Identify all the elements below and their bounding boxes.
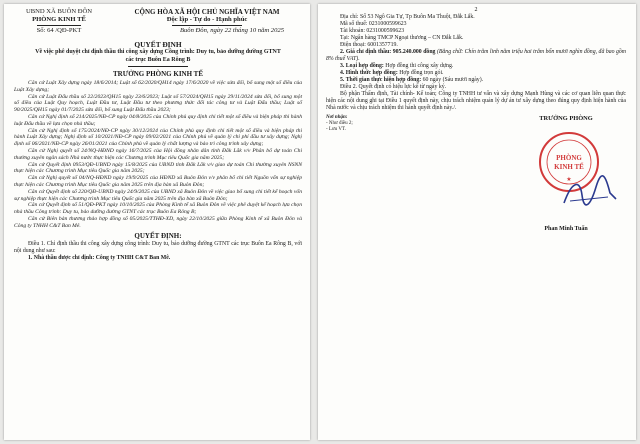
bank-label: Tại: — [340, 35, 350, 41]
preamble — [14, 80, 302, 230]
svg-text:PHÒNG: PHÒNG — [556, 154, 582, 162]
price-label: 2. Giá chỉ định thầu: — [340, 49, 392, 55]
document-title: QUYẾT ĐỊNH — [134, 40, 182, 49]
subject-rule — [128, 66, 188, 67]
contract-form-line — [326, 70, 626, 77]
document-subject: Về việc phê duyệt chỉ định thầu thi công xây dựng Công trình: Duy tu, bảo dưỡng đường GTNT các trục Buôn Ea Rông B — [35, 49, 281, 63]
preamble-paragraph: Căn cứ Nghị quyết số 04/NQ-HĐND ngày 19/9/2025 của HĐND xã Buôn Đôn v/v phân bổ chi tiết Nguồn vốn sự nghiệp thực hiện các Chương trình Mục tiêu Quốc gia năm 2025 trên địa bàn xã Buôn Đôn; — [14, 175, 302, 188]
account-value: 0231000599623 — [366, 28, 405, 34]
phone-label: Điện thoại: — [340, 42, 366, 48]
recipients-block — [326, 115, 426, 235]
national-motto-block — [112, 8, 302, 35]
decision-page-1 — [4, 4, 310, 440]
decision-page-2 — [318, 4, 636, 440]
price-line — [326, 49, 626, 63]
preamble-paragraph: Căn cứ Nghị quyết số 24/NQ-HĐND ngày 16/7/2025 của Hội đồng nhân dân tỉnh Đắk Lắk v/v Phân bổ dự toán Chi thường xuyên ngân sách Nhà nước thực hiện các Chương trình Mục tiêu Quốc gia năm 2025; — [14, 147, 302, 161]
duration-value: 60 ngày (Sáu mươi ngày). — [422, 77, 484, 83]
tax-value: 0231000599623 — [368, 21, 407, 27]
phone-line — [326, 42, 626, 49]
recipient-item: - Lưu VT. — [326, 127, 346, 133]
closing-paragraph: Bộ phận Thẩm định, Tài chính- Kế toán; Công ty TNHH tư vấn và xây dựng Mạnh Hùng và các cơ quan liên quan thực hiện các nội dung ghi tại Điều 1 quyết định này, chịu trách nhiệm quản lý dự án tư xây dựng theo đúng quy định hiện hành của Nhà nước và chịu trách nhiệm thi hành quyết định này./. — [326, 91, 626, 111]
phone-value: 6001357719. — [367, 42, 398, 48]
preamble-paragraph: Căn cứ Luật Xây dựng ngày 18/6/2014; Luật số 62/2020/QH14 ngày 17/6/2020 về việc sửa đổi, bổ sung một số điều của Luật Xây dựng; — [14, 80, 302, 93]
preamble-paragraph: Căn cứ Nghị định số 175/2024/NĐ-CP ngày 30/12/2024 của Chính phủ quy định chi tiết một số điều và biện pháp thi hành Luật Xây dựng; Nghị định số 10/2021/NĐ-CP ngày 09/02/2021 của Chính phủ về quản lý chi phí đầu tư xây dựng; Nghị định số 06/2021/NĐ-CP ngày 26/01/2021 của Chính phủ về quản lý chất lượng và bảo trì công trình xây dựng; — [14, 127, 302, 148]
issue-date: Buôn Đôn, ngày 22 tháng 10 năm 2025 — [179, 27, 284, 34]
bank-value: Ngân hàng TMCP Ngoại thương – CN Đắk Lắk. — [350, 35, 464, 41]
preamble-paragraph: Căn cứ Quyết định số 51/QĐ-PKT ngày 10/10/2025 của Phòng Kinh tế xã Buôn Đôn về việc phê duyệt kế hoạch lựa chọn nhà thầu Công trình: Duy tu, bảo dưỡng đường GTNT các trục Buôn Ea Rông B; — [14, 202, 302, 216]
preamble-paragraph: Căn cứ Luật Đấu thầu số 22/2023/QH15 ngày 23/6/2023; Luật số 57/2024/QH15 ngày 29/11/2024 sửa đổi, bổ sung một số điều của Luật Quy hoạch, Luật Đầu tư, Luật Đầu tư theo phương thức đối tác công tư và Luật Đấu thầu; Luật số 90/2025/QH15 ngày 01/7/2025 sửa đổi, bổ sung Luật Đấu thầu 2023; — [14, 93, 302, 114]
article-1: Điều 1. Chỉ định thầu thi công xây dựng công trình: Duy tu, bảo dưỡng đường GTNT các trục Buôn Ea Rông B, với nội dung như sau: — [14, 240, 302, 254]
price-in-words: (Bằng chữ: Chín trăm linh năm triệu hai trăm bốn mươi nghìn đồng, đã bao gồm 8% thuế VAT). — [326, 49, 626, 62]
recipients-label: Nơi nhận: — [326, 115, 348, 120]
svg-text:KINH TẾ: KINH TẾ — [554, 163, 584, 171]
price-value: 905.240.000 đồng — [392, 49, 436, 55]
signature-area — [326, 115, 626, 235]
page-number: 2 — [474, 7, 478, 13]
handwritten-signature-icon — [560, 173, 620, 213]
agency-parent: UBND XÃ BUÔN ĐÔN — [25, 8, 93, 15]
agency-rule — [37, 25, 81, 26]
tax-line — [326, 21, 626, 28]
agency-name: PHÒNG KINH TẾ — [32, 16, 86, 23]
article-2: Điều 2. Quyết định có hiệu lực kể từ ngày ký. — [340, 84, 447, 90]
contract-form-label: 4. Hình thức hợp đồng: — [340, 70, 398, 76]
contract-type-value: Hợp đồng thi công xây dựng. — [385, 63, 454, 69]
duration-line — [326, 77, 626, 84]
issuing-agency-block — [14, 8, 104, 35]
bank-line — [326, 35, 626, 42]
contract-type-label: 3. Loại hợp đồng: — [340, 63, 384, 69]
signer-block — [506, 115, 626, 235]
account-line — [326, 28, 626, 35]
contract-form-value: Hợp đồng trọn gói. — [399, 70, 444, 76]
address-line — [326, 14, 626, 21]
signer-role: TRƯỞNG PHÒNG — [539, 115, 593, 122]
document-number: Số: 64 /QĐ-PKT — [36, 27, 82, 34]
recipient-item: - Như điều 2; — [326, 121, 353, 127]
motto-rule — [172, 25, 242, 26]
tax-label: Mã số thuế: — [340, 21, 368, 27]
signer-name: Phan Minh Tuấn — [544, 226, 588, 232]
svg-text:★: ★ — [566, 177, 572, 183]
national-motto: Độc lập - Tự do - Hạnh phúc — [166, 16, 248, 23]
duration-label: 5. Thời gian thực hiện hợp đồng: — [340, 77, 422, 83]
contractor-line: 1. Nhà thầu được chỉ định: Công ty TNHH C&T Ban Mê. — [28, 254, 171, 261]
document-header — [14, 8, 302, 35]
preamble-paragraph: Căn cứ Biên bản thương thảo hợp đồng số 05/2025/TTHĐ-XD, ngày 22/10/2025 giữa Phòng Kinh tế xã Buôn Đôn và Công ty TNHH C&T Ban Mê. — [14, 215, 302, 229]
contract-type-line — [326, 63, 626, 70]
country-name: CỘNG HÒA XÃ HỘI CHỦ NGHĨA VIỆT NAM — [134, 8, 280, 16]
address-value: Số 53 Ngô Gia Tự, Tp Buôn Ma Thuột, Đắk Lắk. — [359, 14, 475, 20]
issuing-authority: TRƯỞNG PHÒNG KINH TẾ — [112, 70, 204, 78]
account-label: Tài khoản: — [340, 28, 365, 34]
preamble-paragraph: Căn cứ Quyết định 0953/QĐ-UBND ngày 15/8/2025 của UBND tỉnh Đắk Lắk v/v giao dự toán Chi thường xuyên NSNN thực hiện các Chương trình Mục tiêu Quốc gia năm 2025; — [14, 161, 302, 175]
preamble-paragraph: Căn cứ Quyết định số 220/QĐ-UBND ngày 24/9/2025 của UBND xã Buôn Đôn về việc giao bổ sung chi tiết kế hoạch vốn sự nghiệp thực hiện các Chương trình Mục tiêu Quốc gia năm 2025 trên địa bàn xã Buôn Đôn; — [14, 188, 302, 202]
preamble-paragraph: Căn cứ Nghị định số 214/2025/NĐ-CP ngày 04/8/2025 của Chính phủ quy định chi tiết một số điều và biện pháp thi hành luật Đấu thầu về lựa chọn nhà thầu; — [14, 113, 302, 127]
decision-heading: QUYẾT ĐỊNH: — [134, 231, 182, 240]
address-label: Địa chỉ: — [340, 14, 359, 20]
